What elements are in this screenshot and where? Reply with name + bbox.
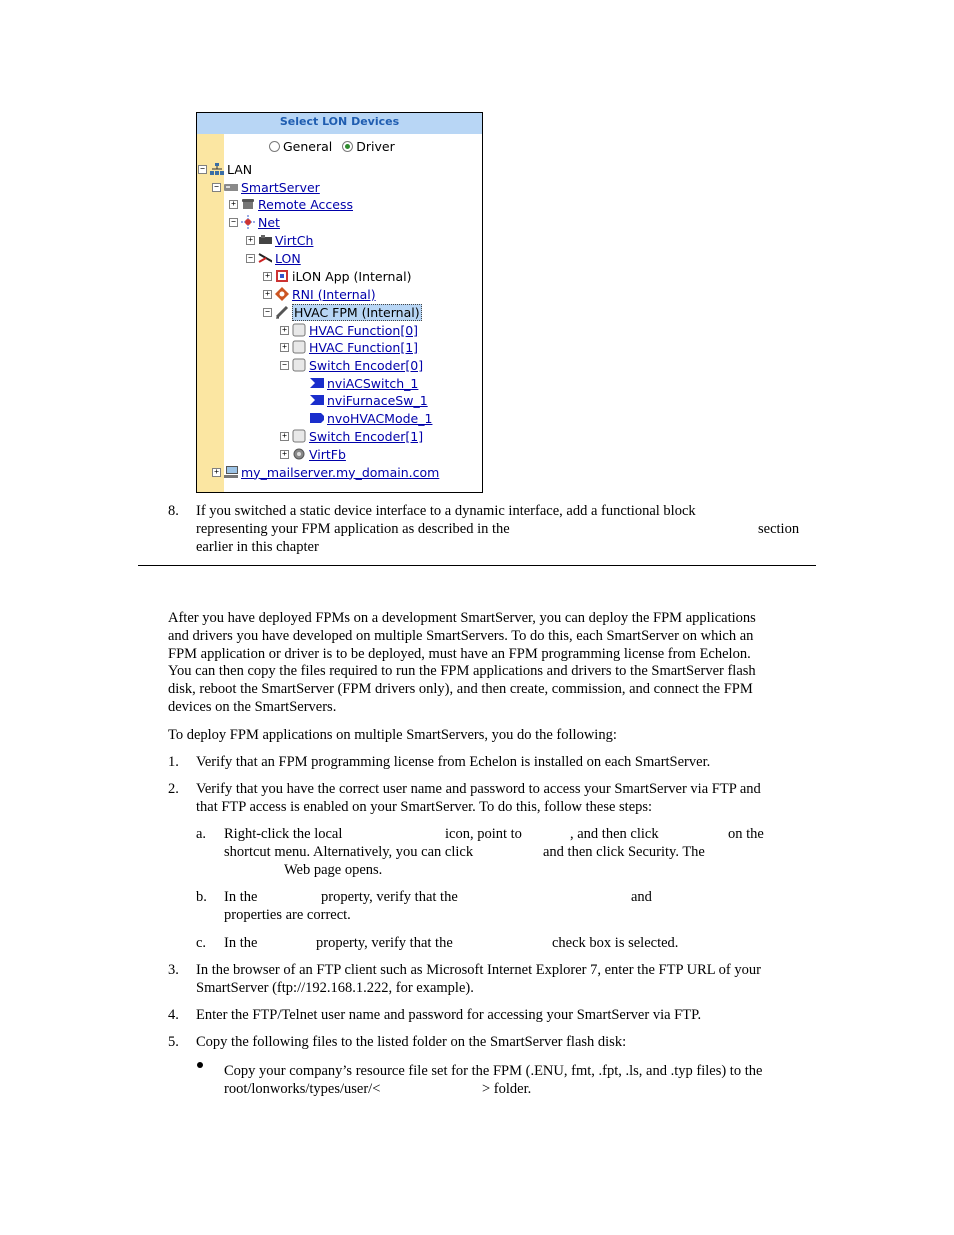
tree-label-net[interactable]: Net (258, 214, 280, 230)
tree-label-virtfb[interactable]: VirtFb (309, 446, 346, 462)
panel-header: Select LON Devices (197, 113, 482, 134)
select-lon-devices-panel (196, 112, 483, 493)
collapse-icon[interactable]: − (246, 254, 255, 263)
rni-icon (275, 287, 289, 301)
step-1-number: 1. (168, 754, 179, 770)
phone-icon (241, 197, 255, 211)
tree-label-nvo-hvac-mode[interactable]: nvoHVACMode_1 (327, 410, 433, 426)
tree-label-lon[interactable]: LON (275, 250, 301, 266)
functional-block-icon (292, 429, 306, 443)
tree-node-ilon-app[interactable] (263, 268, 411, 284)
tree-label-hvac-function-1[interactable]: HVAC Function[1] (309, 339, 419, 355)
intro-line-2: and drivers you have developed on multiple SmartServers. To do this, each SmartServer on which an (168, 628, 754, 644)
network-icon (210, 162, 224, 176)
substep-b-label: b. (196, 889, 207, 905)
computer-icon (224, 465, 238, 479)
expand-icon[interactable]: + (280, 326, 289, 335)
tree-label-hvac-function-0[interactable]: HVAC Function[0] (309, 322, 419, 338)
substep-b-part-3: and (631, 889, 652, 905)
step-3-number: 3. (168, 962, 179, 978)
expand-icon[interactable]: + (263, 272, 272, 281)
tree-label-nvi-ac-switch[interactable]: nviACSwitch_1 (327, 375, 419, 391)
tree-label-virtch[interactable]: VirtCh (275, 232, 314, 248)
substep-b-part-4: properties are correct. (224, 907, 351, 923)
radio-driver-label: Driver (356, 139, 395, 154)
bullet-line-1: Copy your company’s resource file set for the FPM (.ENU, fmt, .fpt, .ls, and .typ files) to the (224, 1063, 763, 1079)
step-2-line-1: Verify that you have the correct user name and password to access your SmartServer via FTP and (196, 781, 761, 797)
tree-node-virtch[interactable] (246, 232, 313, 248)
step-4-text: Enter the FTP/Telnet user name and password for accessing your SmartServer via FTP. (196, 1007, 702, 1023)
step-2-number: 2. (168, 781, 179, 797)
substep-a-part-2: icon, point to (445, 826, 522, 842)
tree-label-remote-access[interactable]: Remote Access (258, 196, 353, 212)
tree-node-nvo-hvac-mode[interactable] (310, 410, 432, 426)
collapse-icon[interactable]: − (198, 165, 207, 174)
step-1-text: Verify that an FPM programming license from Echelon is installed on each SmartServer. (196, 754, 711, 770)
functional-block-icon (292, 358, 306, 372)
tree-label-switch-encoder-0[interactable]: Switch Encoder[0] (309, 357, 424, 373)
intro-line-1: After you have deployed FPMs on a development SmartServer, you can deploy the FPM applications (168, 610, 756, 626)
radio-general-label: General (283, 139, 333, 154)
app-device-icon (275, 269, 289, 283)
tree-node-rni[interactable] (263, 286, 376, 302)
step-3-line-1: In the browser of an FTP client such as Microsoft Internet Explorer 7, enter the FTP URL of your (196, 962, 761, 978)
expand-icon[interactable]: + (212, 468, 221, 477)
expand-icon[interactable]: + (280, 432, 289, 441)
bullet-line-2a: root/lonworks/types/user/< (224, 1081, 381, 1097)
tree-node-hvac-function-1[interactable] (280, 339, 418, 355)
collapse-icon[interactable]: − (229, 218, 238, 227)
tree-label-ilon-app[interactable]: iLON App (Internal) (292, 268, 412, 284)
tree-node-nvi-ac-switch[interactable] (310, 375, 418, 391)
substep-b-part-1: In the (224, 889, 258, 905)
bullet-line-2b: > folder. (482, 1081, 532, 1097)
net-icon (241, 215, 255, 229)
collapse-icon[interactable]: − (280, 361, 289, 370)
substep-c-part-1: In the (224, 935, 258, 951)
radio-general-indicator[interactable] (269, 141, 280, 152)
fpm-device-icon (275, 305, 289, 319)
input-variable-icon (310, 376, 324, 390)
step-8-line-3: earlier in this chapter (196, 539, 319, 555)
section-divider (138, 565, 816, 566)
lead-sentence: To deploy FPM applications on multiple SmartServers, you do the following: (168, 727, 617, 743)
collapse-icon[interactable]: − (212, 183, 221, 192)
tree-node-hvac-fpm[interactable] (263, 304, 422, 320)
substep-a-part-4: on the (728, 826, 764, 842)
expand-icon[interactable]: + (280, 343, 289, 352)
step-5-number: 5. (168, 1034, 179, 1050)
step-3-line-2: SmartServer (ftp://192.168.1.222, for example). (196, 980, 474, 996)
input-variable-icon (310, 393, 324, 407)
step-8-line-1: If you switched a static device interface to a dynamic interface, add a functional block (196, 503, 696, 519)
tree-node-hvac-function-0[interactable] (280, 322, 418, 338)
step-4-number: 4. (168, 1007, 179, 1023)
gear-icon (292, 447, 306, 461)
step-2-line-2: that FTP access is enabled on your SmartServer. To do this, follow these steps: (196, 799, 653, 815)
substep-a-part-1: Right-click the local (224, 826, 343, 842)
view-radio-group (269, 139, 395, 154)
tree-label-mailserver[interactable]: my_mailserver.my_domain.com (241, 464, 440, 480)
channel-icon (258, 233, 272, 247)
functional-block-icon (292, 340, 306, 354)
tree-label-nvi-furnace-sw[interactable]: nviFurnaceSw_1 (327, 392, 428, 408)
tree-label-rni[interactable]: RNI (Internal) (292, 286, 376, 302)
expand-icon[interactable]: + (246, 236, 255, 245)
bullet-dot (197, 1062, 203, 1068)
substep-a-part-3: , and then click (570, 826, 659, 842)
intro-line-3: FPM application or driver is to be deployed, must have an FPM programming license from Echelon. (168, 646, 751, 662)
tree-label-switch-encoder-1[interactable]: Switch Encoder[1] (309, 428, 424, 444)
substep-c-label: c. (196, 935, 207, 951)
substep-c-part-3: check box is selected. (552, 935, 679, 951)
substep-a-part-6: and then click Security. The (543, 844, 705, 860)
tree-node-lan[interactable] (198, 161, 252, 177)
expand-icon[interactable]: + (229, 200, 238, 209)
step-8-line-2b: section (758, 521, 800, 537)
substep-a-part-7: Web page opens. (284, 862, 383, 878)
substep-b-part-2: property, verify that the (321, 889, 458, 905)
tree-node-nvi-furnace-sw[interactable] (310, 392, 428, 408)
tree-node-virtfb[interactable] (280, 446, 346, 462)
output-variable-icon (310, 411, 324, 425)
tree-label-smartserver[interactable]: SmartServer (241, 179, 320, 195)
expand-icon[interactable]: + (280, 450, 289, 459)
server-icon (224, 180, 238, 194)
tree-node-remote-access[interactable] (229, 196, 353, 212)
expand-icon[interactable]: + (263, 290, 272, 299)
tree-node-net[interactable] (229, 214, 280, 230)
functional-block-icon (292, 323, 306, 337)
step-8-line-2a: representing your FPM application as described in the (196, 521, 510, 537)
radio-driver[interactable] (342, 139, 394, 154)
tree-node-lon[interactable] (246, 250, 301, 266)
tree-node-switch-encoder-1[interactable] (280, 428, 423, 444)
tree-node-mailserver[interactable] (212, 464, 439, 480)
tree-label-lan: LAN (227, 161, 253, 177)
substep-a-part-5: shortcut menu. Alternatively, you can click (224, 844, 474, 860)
collapse-icon[interactable]: − (263, 308, 272, 317)
step-8-number: 8. (168, 503, 179, 519)
tree-node-smartserver[interactable] (212, 179, 320, 195)
radio-general[interactable] (269, 139, 332, 154)
step-5-text: Copy the following files to the listed folder on the SmartServer flash disk: (196, 1034, 627, 1050)
intro-line-4: You can then copy the files required to run the FPM applications and drivers to the SmartServer flash (168, 663, 756, 679)
tree-label-hvac-fpm[interactable]: HVAC FPM (Internal) (294, 304, 420, 320)
substep-c-part-2: property, verify that the (316, 935, 453, 951)
radio-driver-indicator[interactable] (342, 141, 353, 152)
tree-node-switch-encoder-0[interactable] (280, 357, 423, 373)
lon-channel-icon (258, 251, 272, 265)
intro-line-5: disk, reboot the SmartServer (FPM drivers only), and then create, commission, and connect the FPM (168, 681, 753, 697)
intro-line-6: devices on the SmartServers. (168, 699, 337, 715)
substep-a-label: a. (196, 826, 207, 842)
